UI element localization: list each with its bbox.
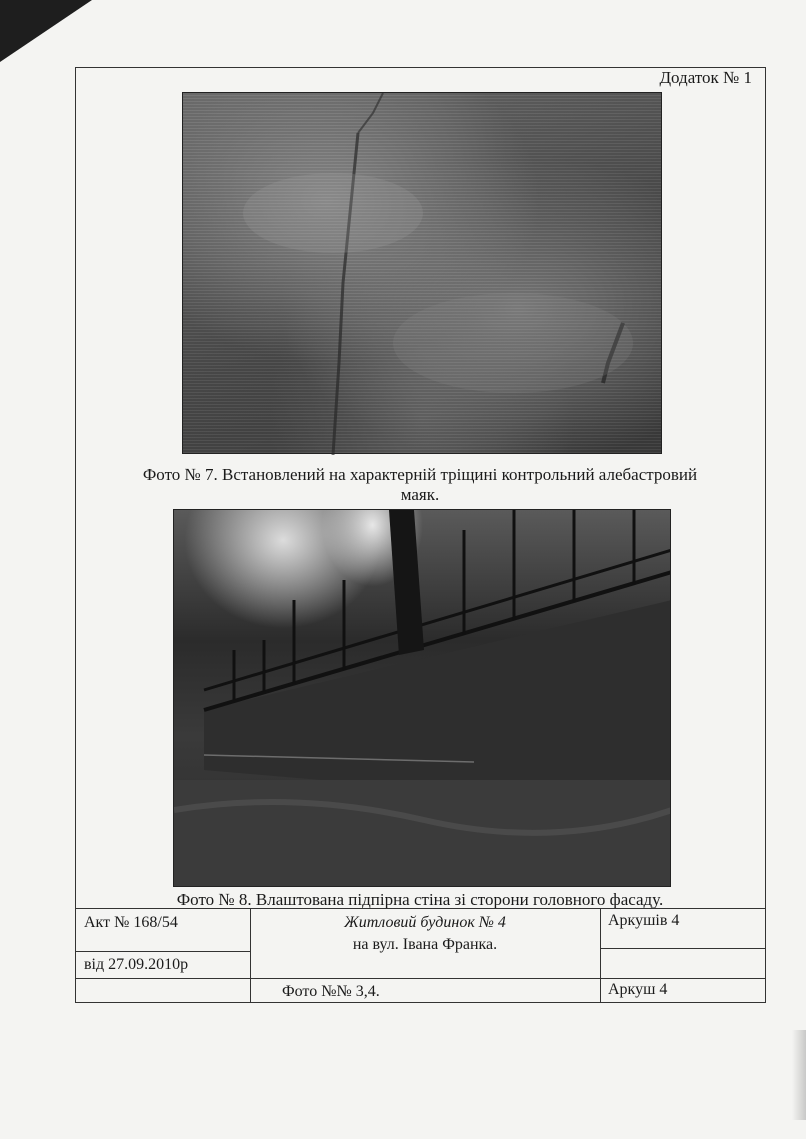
- scan-corner-fold: [0, 0, 92, 62]
- stamp-row-divider-right: [600, 948, 766, 949]
- stamp-building-line2: на вул. Івана Франка.: [352, 936, 498, 953]
- photo-8-caption: Фото № 8. Влаштована підпірна стіна зі сторони головного фасаду.: [176, 890, 664, 909]
- stamp-act-number: Акт № 168/54: [84, 914, 178, 931]
- annex-label: Додаток № 1: [659, 68, 752, 87]
- stamp-lower-row-divider: [75, 978, 766, 979]
- photo-retaining-wall: [173, 509, 671, 887]
- stamp-building-line1: Житловий будинок № 4: [344, 914, 506, 931]
- stamp-photos-ref: Фото №№ 3,4.: [282, 983, 380, 1000]
- scan-edge-shadow: [792, 1030, 806, 1120]
- photo-7-caption-line2: маяк.: [400, 485, 440, 504]
- stamp-sheet: Аркуш 4: [608, 981, 668, 998]
- stamp-row-divider-left: [75, 951, 250, 952]
- stamp-sheets-total: Аркушів 4: [608, 912, 680, 929]
- stamp-act-date: від 27.09.2010р: [84, 956, 189, 973]
- photo-crack-beacon: [182, 92, 662, 454]
- stamp-col-divider-2: [600, 908, 601, 1003]
- photo-7-caption-line1: Фото № 7. Встановлений на характерній тріщині контрольний алебастровий: [142, 465, 698, 484]
- stamp-top-border: [75, 908, 766, 909]
- photo-7-caption: [100, 465, 740, 505]
